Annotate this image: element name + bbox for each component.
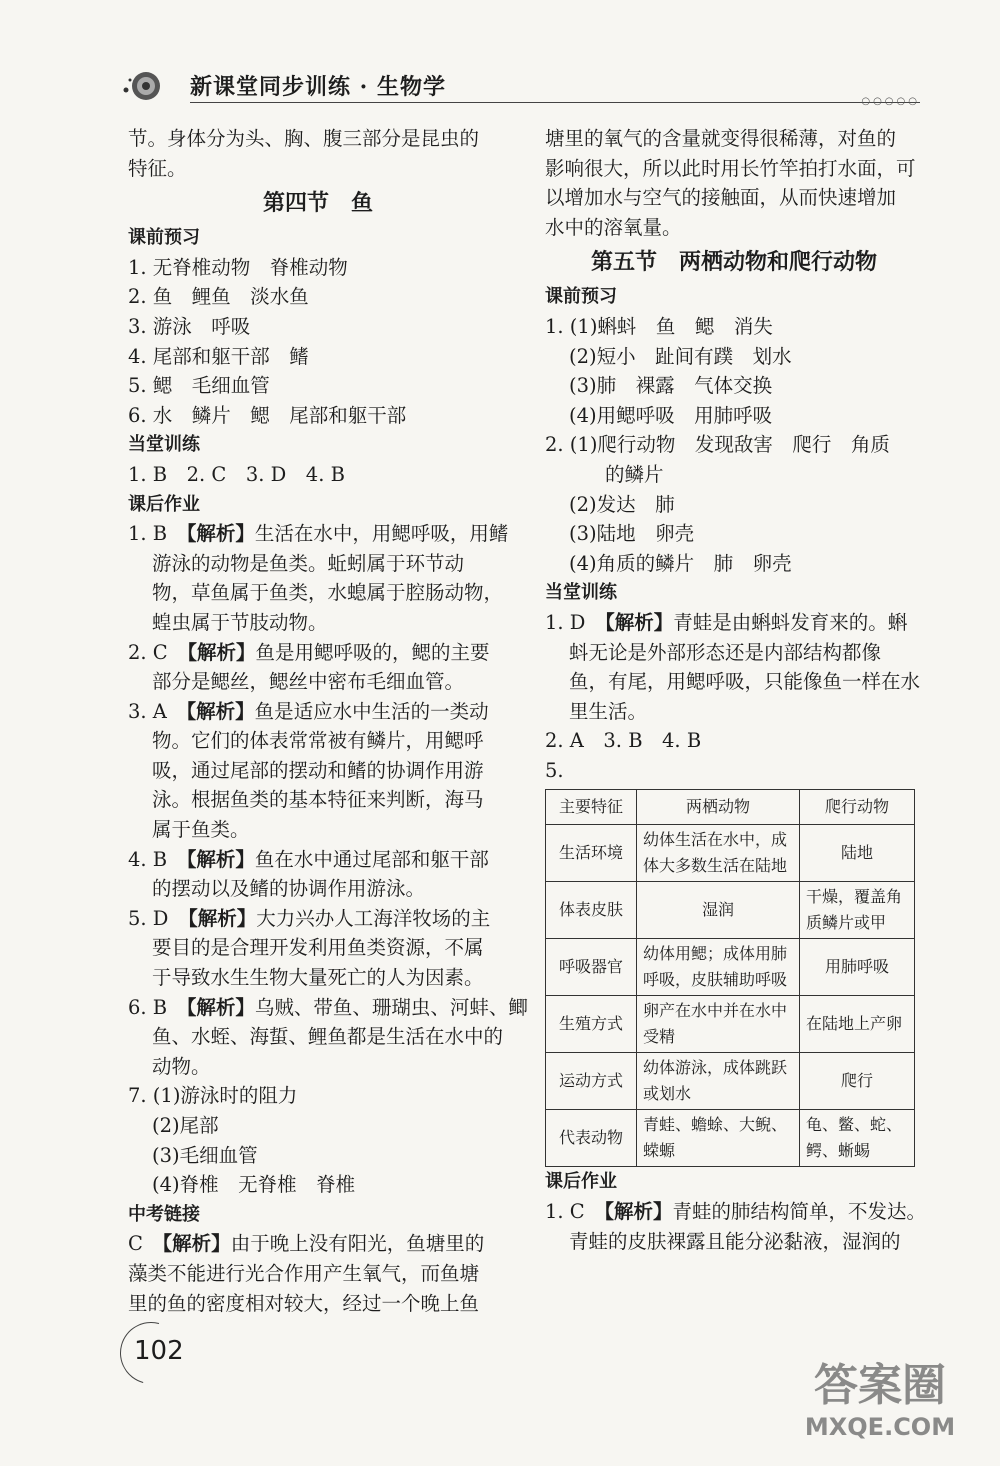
right-column-after-table [545,1167,927,1256]
text-line: 的鳞片 [605,462,664,486]
subsection-heading: 课后作业 [545,1171,617,1193]
feature-name-cell: 代表动物 [546,1110,637,1167]
feature-name-cell: 体表皮肤 [546,882,637,939]
answer-number: C [128,1232,163,1256]
watermark [780,1360,980,1450]
text-line: 2. A 3. B 4. B [545,729,702,753]
answer-number: 4. B [128,847,187,871]
table-cell: 陆地 [800,825,915,882]
table-header-row [546,790,915,825]
text-line: 4. 尾部和躯干部 鳍 [128,344,309,368]
section-heading: 第五节 两栖动物和爬行动物 [590,249,877,276]
answer-line [128,519,508,549]
text-line: 部分是鳃丝，鳃丝中密布毛细血管。 [152,670,465,694]
answer-number: 1. C [545,1200,605,1224]
section-heading: 第四节 鱼 [262,190,373,217]
text-line: 鱼，有尾，用鳃呼吸，只能像鱼一样在水 [569,670,921,694]
text-line: 鱼、水蛭、海蜇、鲤鱼都是生活在水中的 [152,1025,504,1049]
text-line: (2)发达 肺 [569,492,675,516]
analysis-tag: 【解析】 [604,1200,673,1224]
text-line: 2. 鱼 鲤鱼 淡水鱼 [128,285,309,309]
table-row [546,939,915,996]
table-row [546,825,915,882]
answer-text: 乌贼、带鱼、珊瑚虫、河蚌、鲫 [254,995,528,1019]
text-line: (3)陆地 卵壳 [569,522,695,546]
table-cell: 龟、鳖、蛇、鳄、蜥蜴 [800,1110,915,1167]
text-line: (4)用鳃呼吸 用肺呼吸 [569,403,773,427]
text-line: 5. 鳃 毛细血管 [128,374,270,398]
text-line: 于导致水生生物大量死亡的人为因素。 [152,966,484,990]
answer-line [128,845,508,875]
answer-line [128,904,508,934]
analysis-tag: 【解析】 [186,847,255,871]
subsection-heading: 中考链接 [128,1203,200,1225]
text-line: 3. 游泳 呼吸 [128,314,251,338]
answer-number: 6. B [128,995,187,1019]
text-line: (4)角质的鳞片 肺 卵壳 [569,551,792,575]
answer-text: 鱼是适应水中生活的一类动 [254,699,489,723]
text-line: (2)短小 趾间有蹼 划水 [569,344,792,368]
text-line: 2. (1)爬行动物 发现敌害 爬行 角质 [545,433,890,457]
text-line: 特征。 [128,156,187,180]
answer-number: 1. B [128,522,187,546]
text-line: 藻类不能进行光合作用产生氧气，而鱼塘 [128,1261,480,1285]
text-line: 1. B 2. C 3. D 4. B [128,462,345,486]
subsection-heading: 当堂训练 [545,582,617,604]
left-column [128,124,528,1318]
answer-text: 鱼是用鳃呼吸的，鳃的主要 [255,640,490,664]
table-row [546,996,915,1053]
table-header-cell: 两栖动物 [637,790,800,825]
table-row [546,882,915,939]
subsection-heading: 课前预习 [128,227,200,249]
right-column-text [545,124,923,785]
feature-name-cell: 运动方式 [546,1053,637,1110]
analysis-tag: 【解析】 [187,640,256,664]
answer-text: 青蛙是由蝌蚪发育来的。蝌 [673,610,908,634]
header-dots: ○○○○○ [861,96,920,107]
analysis-tag: 【解析】 [186,995,255,1019]
text-line: (3)毛细血管 [152,1143,258,1167]
answer-number: 2. C [128,640,188,664]
right-column [545,124,927,1256]
text-line: 6. 水 鳞片 鳃 尾部和躯干部 [128,403,407,427]
text-line: 5. [545,758,564,782]
table-cell: 幼体用鳃；成体用肺呼吸，皮肤辅助呼吸 [637,939,800,996]
page-number: 102 [134,1336,184,1366]
answer-line [128,1229,508,1259]
subsection-heading: 课前预习 [545,286,617,308]
watermark-logo-text: 答案圈 [814,1360,946,1411]
text-line: 青蛙的皮肤裸露且能分泌黏液，湿润的 [569,1229,901,1253]
text-line: 以增加水与空气的接触面，从而快速增加 [545,186,897,210]
text-line: 物，草鱼属于鱼类，水螅属于腔肠动物， [152,581,504,605]
answer-number: 5. D [128,906,188,930]
text-line: 属于鱼类。 [152,818,250,842]
analysis-tag: 【解析】 [186,522,255,546]
text-line: 泳。根据鱼类的基本特征来判断，海马 [152,788,484,812]
text-line: 7. (1)游泳时的阻力 [128,1084,298,1108]
table-cell: 幼体生活在水中，成体大多数生活在陆地 [637,825,800,882]
table-cell: 幼体游泳，成体跳跃或划水 [637,1053,800,1110]
text-line: 物。它们的体表常常被有鳞片，用鳃呼 [152,729,484,753]
text-line: (3)肺 裸露 气体交换 [569,374,773,398]
answer-number: 1. D [545,610,605,634]
text-line: 1. (1)蝌蚪 鱼 鳃 消失 [545,314,773,338]
text-line: 动物。 [152,1054,211,1078]
table-cell: 湿润 [637,882,800,939]
answer-text: 生活在水中，用鳃呼吸，用鳍 [254,522,509,546]
feature-name-cell: 生活环境 [546,825,637,882]
analysis-tag: 【解析】 [186,699,255,723]
text-line: 节。身体分为头、胸、腹三部分是昆虫的 [128,127,480,150]
table-cell: 爬行 [800,1053,915,1110]
page-header [120,66,920,106]
analysis-tag: 【解析】 [604,610,674,634]
answer-line [128,993,528,1023]
text-line: 水中的溶氧量。 [545,215,682,239]
header-title: 新课堂同步训练 · 生物学 [190,74,446,100]
text-line: (2)尾部 [152,1114,219,1137]
feature-name-cell: 生殖方式 [546,996,637,1053]
answer-text: 大力兴办人工海洋牧场的主 [256,906,491,930]
table-cell: 青蛙、蟾蜍、大鲵、蝾螈 [637,1110,800,1167]
answer-line [128,697,508,727]
watermark-url: MXQE.COM [804,1413,956,1441]
subsection-heading: 课后作业 [128,493,200,515]
text-line: 吸，通过尾部的摆动和鳍的协调作用游 [152,758,484,782]
answer-line [545,608,923,638]
answer-text: 青蛙的肺结构简单，不发达。 [672,1200,927,1224]
table-row [546,1053,915,1110]
table-cell: 在陆地上产卵 [800,996,915,1053]
feature-name-cell: 呼吸器官 [546,939,637,996]
text-line: 蝗虫属于节肢动物。 [152,610,328,634]
answer-line [128,638,508,668]
table-cell: 卵产在水中并在水中受精 [637,996,800,1053]
text-line: 游泳的动物是鱼类。蚯蚓属于环节动 [152,551,465,575]
answer-number: 3. A [128,699,187,723]
table-row [546,1110,915,1167]
feature-comparison-table [545,789,915,1167]
text-line: (4)脊椎 无脊椎 脊椎 [152,1173,356,1197]
text-line: 里生活。 [569,699,648,723]
book-logo-icon [120,66,164,106]
text-line: 蚪无论是外部形态还是内部结构都像 [569,640,882,664]
table-header-cell: 爬行动物 [800,790,915,825]
text-line: 要目的是合理开发利用鱼类资源，不属 [152,936,484,960]
analysis-tag: 【解析】 [187,906,257,930]
header-rule [190,102,920,103]
answer-text: 由于晚上没有阳光，鱼塘里的 [230,1232,485,1256]
subsection-heading: 当堂训练 [128,434,200,456]
text-line: 里的鱼的密度相对较大，经过一个晚上鱼 [128,1291,480,1315]
table-cell: 干燥，覆盖角质鳞片或甲 [800,882,915,939]
answer-line [545,1197,927,1227]
text-line: 塘里的氧气的含量就变得很稀薄，对鱼的 [545,127,897,150]
table-cell: 用肺呼吸 [800,939,915,996]
text-line: 1. 无脊椎动物 脊椎动物 [128,255,348,279]
table-header-cell: 主要特征 [546,790,637,825]
text-line: 的摆动以及鳍的协调作用游泳。 [152,877,426,901]
text-line: 影响很大，所以此时用长竹竿拍打水面，可 [545,156,916,180]
answer-text: 鱼在水中通过尾部和躯干部 [254,847,489,871]
analysis-tag: 【解析】 [162,1232,231,1256]
